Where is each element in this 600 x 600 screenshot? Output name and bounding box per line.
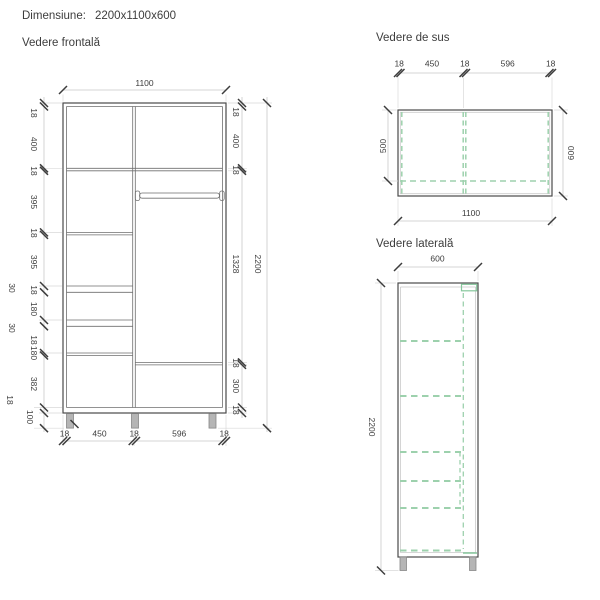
dim-left-2: 18 <box>29 166 39 176</box>
side-view-outline <box>398 283 478 557</box>
dim-right-3: 1328 <box>231 254 241 274</box>
side-view-hidden-lines <box>400 293 477 553</box>
leg <box>67 414 74 429</box>
dim-top-chain-2: 18 <box>460 58 470 69</box>
side-dim-left <box>367 279 399 575</box>
dim-right-6: 18 <box>231 405 241 415</box>
dim-front-overall-height: 2200 <box>253 254 263 274</box>
top-view-title: Vedere de sus <box>376 32 450 44</box>
dim-left-6: 18 <box>29 285 39 295</box>
dim-top-chain-3: 596 <box>500 58 515 69</box>
dim-left-7: 180 <box>29 301 39 317</box>
top-dim-right <box>554 106 576 200</box>
dim-top-chain-0: 18 <box>394 58 404 69</box>
front-view-title: Vedere frontală <box>22 37 101 49</box>
dim-left-3: 395 <box>29 194 39 210</box>
dim-right-0: 18 <box>231 107 241 117</box>
leg <box>132 414 139 429</box>
dim-side-depth: 600 <box>430 253 445 264</box>
dim-left-8: 18 <box>29 335 39 345</box>
dim-left-1: 400 <box>29 136 39 152</box>
front-divider <box>133 107 136 408</box>
front-dim-bottom <box>59 415 230 446</box>
dimension-value: 2200x1100x600 <box>95 10 176 22</box>
dim-left-0: 18 <box>29 108 39 118</box>
dim-front-width: 1100 <box>135 78 154 88</box>
dim-left-outer-0: 30 <box>7 283 17 293</box>
front-view <box>5 37 272 446</box>
side-view <box>367 238 482 575</box>
header <box>22 10 176 22</box>
dim-bottom-0: 18 <box>59 428 70 439</box>
dim-bottom-2: 18 <box>129 428 139 439</box>
dim-left-outer-2: 18 <box>5 395 15 405</box>
dim-top-chain-1: 450 <box>424 58 440 69</box>
dim-left-11: 100 <box>25 409 35 425</box>
leg <box>209 414 216 429</box>
top-dim-left <box>378 106 398 185</box>
dim-left-5: 395 <box>29 254 39 270</box>
dim-left-4: 18 <box>29 228 39 238</box>
top-dim-bottom <box>394 199 556 227</box>
front-dim-left <box>5 97 79 432</box>
dim-right-1: 400 <box>231 133 241 149</box>
leg <box>470 557 477 571</box>
side-legs <box>400 557 476 571</box>
dim-right-5: 300 <box>231 378 241 394</box>
front-shelf-right <box>135 362 222 365</box>
dim-right-2: 18 <box>231 165 241 175</box>
top-view-hidden-lines <box>400 112 550 194</box>
dim-left-10: 382 <box>29 376 39 392</box>
front-shelf-left-2 <box>67 232 133 235</box>
front-drawer-lines <box>67 286 133 356</box>
front-shelf-top <box>67 168 223 171</box>
dim-top-chain-4: 18 <box>545 58 556 69</box>
top-dim-chain <box>394 59 556 109</box>
dimension-label: Dimensiune: <box>22 10 86 22</box>
dim-bottom-4: 18 <box>219 428 229 439</box>
dim-right-4: 18 <box>231 358 241 368</box>
side-view-title: Vedere laterală <box>376 238 454 250</box>
top-view <box>376 32 576 226</box>
rod-end-cap-right <box>220 191 225 201</box>
hanging-rod <box>135 191 224 201</box>
side-dim-top <box>394 254 482 282</box>
front-cabinet-outline <box>63 103 226 413</box>
dim-left-outer-1: 30 <box>7 323 17 333</box>
dim-side-overall-height: 2200 <box>367 417 377 437</box>
dim-left-9: 180 <box>29 345 39 361</box>
front-legs <box>67 414 217 429</box>
dim-bottom-1: 450 <box>92 428 107 439</box>
dim-bottom-3: 596 <box>172 428 187 439</box>
leg <box>400 557 407 571</box>
dim-top-width-total: 1100 <box>461 208 481 218</box>
dim-top-depth-total: 600 <box>566 145 576 161</box>
top-view-outline <box>398 110 552 196</box>
dim-top-depth-partial: 500 <box>378 138 388 154</box>
back-panel-section <box>462 284 477 291</box>
front-dim-top <box>59 78 230 102</box>
